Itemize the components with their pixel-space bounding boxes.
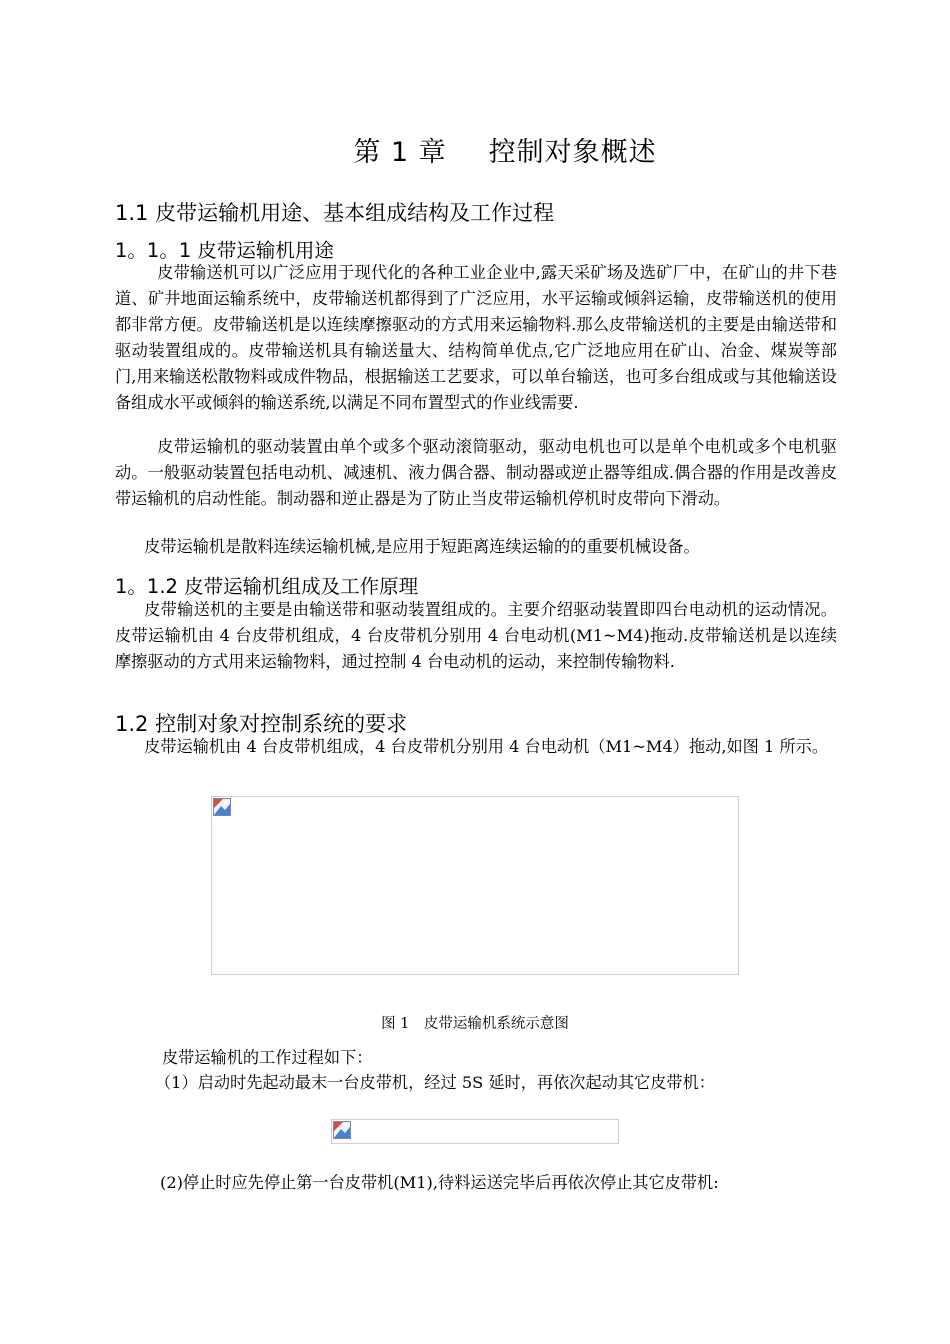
paragraph-usage-3: 皮带运输机是散料连续运输机械,是应用于短距离连续运输的的重要机械设备。	[144, 537, 700, 556]
chapter-name: 控制对象概述	[488, 137, 657, 168]
paragraph-usage-1: 皮带输送机可以广泛应用于现代化的各种工业企业中,露天采矿场及选矿厂中，在矿山的井下巷道、矿井地面运输系统中，皮带输送机都得到了广泛应用，水平运输或倾斜运输，皮带输送机的使用都非常方便。皮带输送机是以连续摩擦驱动的方式用来运输物料.那么皮带输送机的主要是由输送带和驱动装置组成的。皮带输送机具有输送量大、结构简单优点,它广泛地应用在矿山、冶金、煤炭等部门,用来输送松散物料或成件物品，根据输送工艺要求，可以单台输送，也可多台组成或与其他输送设备组成水平或倾斜的输送系统,以满足不同布置型式的作业线需要.	[115, 263, 837, 412]
subsection-heading-1-1-1: 1。1。1 皮带运输机用途	[115, 239, 334, 262]
process-intro: 皮带运输机的工作过程如下：	[162, 1048, 373, 1067]
broken-image-icon	[213, 798, 231, 816]
section-heading-1-2: 1.2 控制对象对控制系统的要求	[115, 712, 408, 736]
chapter-number: 第 1 章	[353, 137, 447, 168]
broken-image-icon	[333, 1121, 351, 1139]
chapter-title	[0, 130, 950, 169]
step-1-image-placeholder	[331, 1119, 619, 1144]
paragraph-usage-2: 皮带运输机的驱动装置由单个或多个驱动滚筒驱动，驱动电机也可以是单个电机或多个电机驱动。一般驱动装置包括电动机、减速机、液力偶合器、制动器或逆止器等组成.偶合器的作用是改善皮带运输机的启动性能。制动器和逆止器是为了防止当皮带运输机停机时皮带向下滑动。	[115, 437, 837, 508]
subsection-heading-1-1-2: 1。1.2 皮带运输机组成及工作原理	[115, 575, 419, 598]
figure-1-caption: 图 1 皮带运输机系统示意图	[381, 1016, 569, 1032]
section-heading-1-1: 1.1 皮带运输机用途、基本组成结构及工作过程	[115, 201, 555, 225]
process-step-1: （1）启动时先起动最末一台皮带机，经过 5S 延时，再依次起动其它皮带机：	[155, 1073, 715, 1092]
paragraph-principle: 皮带输送机的主要是由输送带和驱动装置组成的。主要介绍驱动装置即四台电动机的运动情况。皮带运输机由 4 台皮带机组成，4 台皮带机分别用 4 台电动机(M1~M4)拖动.皮带输送机是以连续摩擦驱动的方式用来运输物料，通过控制 4 台电动机的运动，来控制传输物料.	[115, 600, 837, 671]
process-step-2: (2)停止时应先停止第一台皮带机(M1),待料运送完毕后再依次停止其它皮带机:	[160, 1173, 719, 1192]
paragraph-requirements: 皮带运输机由 4 台皮带机组成，4 台皮带机分别用 4 台电动机（M1~M4）拖动,如图 1 所示。	[144, 737, 829, 756]
figure-1-placeholder	[211, 796, 739, 975]
